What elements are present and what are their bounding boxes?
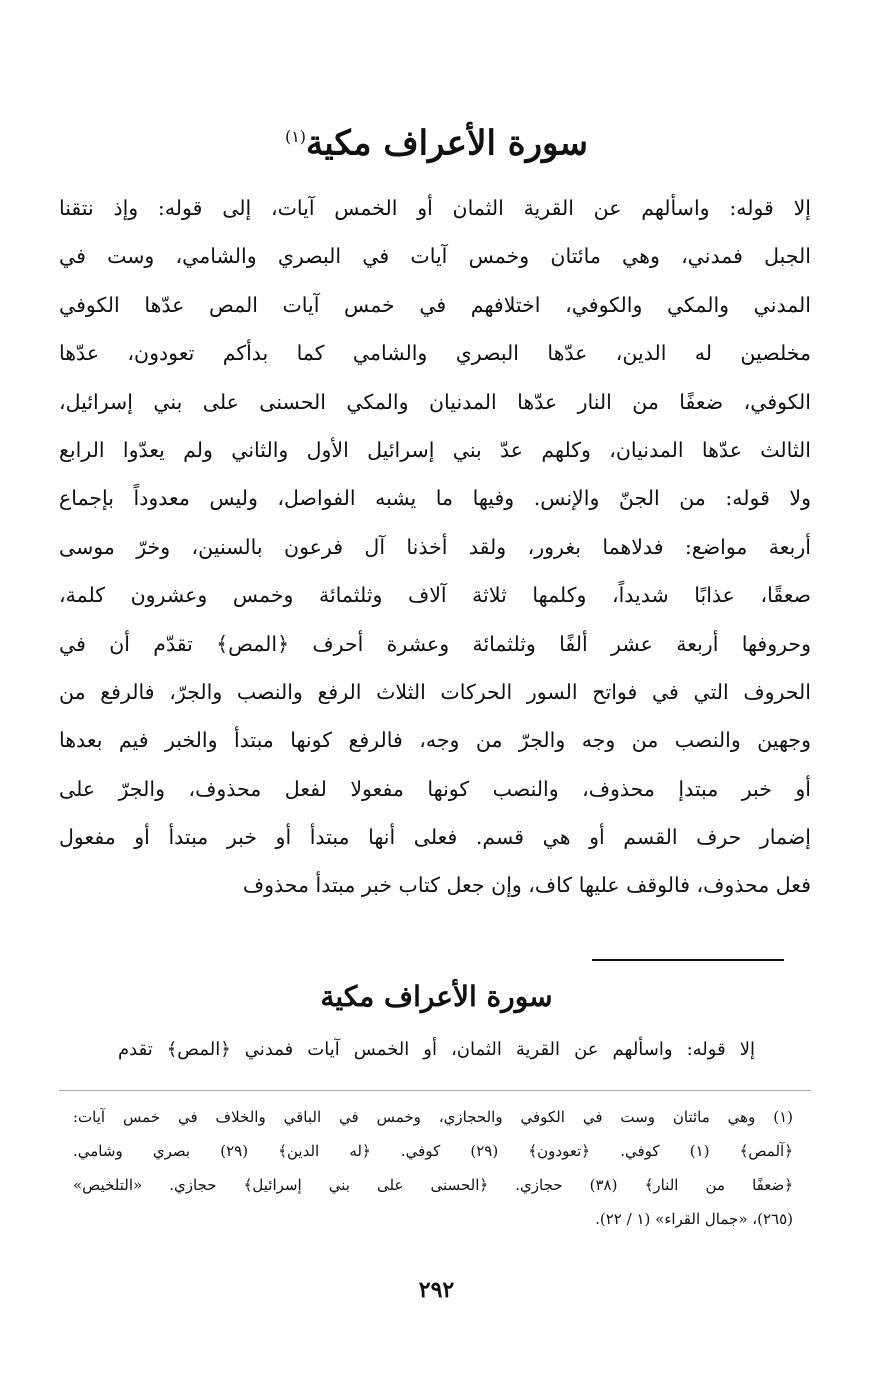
footnote-line: (٢٦٥)، «جمال القراء» (١ / ٢٢). [595,1210,793,1228]
footnotes [73,1100,793,1236]
surah-title [0,112,873,168]
footnote-line: (١) وهي مائتان وست في الكوفي والحجازي، وخمس في الباقي والخلاف في خمس آيات: [73,1108,793,1126]
body-line: الجبل فمدني، وهي مائتان وخمس آيات في البصري والشامي، وست في [59,244,811,269]
body-line: إضمار حرف القسم أو هي قسم. فعلى أنها مبتدأ أو خبر مبتدأ أو مفعول [59,825,811,850]
body-line: أو خبر مبتدإ محذوف، والنصب كونها مفعولا لفعل محذوف، والجرّ على [59,776,811,801]
body-line: مخلصين له الدين، عدّها البصري والشامي كما بدأكم تعودون، عدّها [59,341,811,366]
page-number: ٢٩٢ [418,1277,455,1303]
footnote-line: ﴿آلمص﴾ (١) كوفي. ﴿تعودون﴾ (٢٩) كوفي. ﴿له الدين﴾ (٢٩) بصري وشامي. [73,1142,793,1160]
footnote-line: ﴿ضعفًا من النار﴾ (٣٨) حجازي. ﴿الحسنى على بني إسرائيل﴾ حجازي. «التلخيص» [73,1176,793,1194]
body-line: الثالث عدّها المدنيان، وكلهم عدّ بني إسرائيل الأول والثاني ولم يعدّوا الرابع [59,437,811,462]
footnote-divider [59,1090,811,1091]
body-line: وحروفها أربعة عشر ألفًا وثلثمائة وعشرة أحرف ﴿المص﴾ تقدّم أن في [59,631,811,656]
body-line: إلا قوله: واسألهم عن القرية الثمان أو الخمس آيات، إلى قوله: وإذ نتقنا [59,196,811,220]
body-line: أربعة مواضع: فدلاهما بغرور، ولقد أخذنا آل فرعون بالسنين، وخرّ موسى [59,534,811,559]
separator-rule [592,959,784,961]
secondary-text-line: إلا قوله: واسألهم عن القرية الثمان، أو الخمس آيات فمدني ﴿المص﴾ تقدم [118,1039,755,1060]
body-line: صعقًا، عذابًا شديداً، وكلمها ثلاثة آلاف وثلثمائة وخمس وعشرون كلمة، [59,583,811,608]
body-line: ولا قوله: من الجنّ والإنس. وفيها ما يشبه الفواصل، وليس معدوداً بإجماع [59,486,811,511]
footnote-marker: (١) [284,127,307,146]
body-line: المدني والمكي والكوفي، اختلافهم في خمس آيات المص عدّها الكوفي [59,292,811,317]
surah-title-text: سورة الأعراف مكية [306,123,589,164]
secondary-surah-title: سورة الأعراف مكية [320,980,553,1013]
body-paragraph [59,184,811,910]
body-line: الكوفي، ضعفًا من النار عدّها المدنيان والمكي الحسنى على بني إسرائيل، [59,389,811,414]
body-line: وجهين والنصب من وجه والجرّ من وجه، فالرفع كونها مبتدأ والخبر فيم بعدها [59,728,811,753]
body-line: الحروف التي في فواتح السور الحركات الثلاث الرفع والنصب والجرّ، فالرفع من [59,679,811,704]
body-line: فعل محذوف، فالوقف عليها كاف، وإن جعل كتاب خبر مبتدأ محذوف [242,873,811,898]
